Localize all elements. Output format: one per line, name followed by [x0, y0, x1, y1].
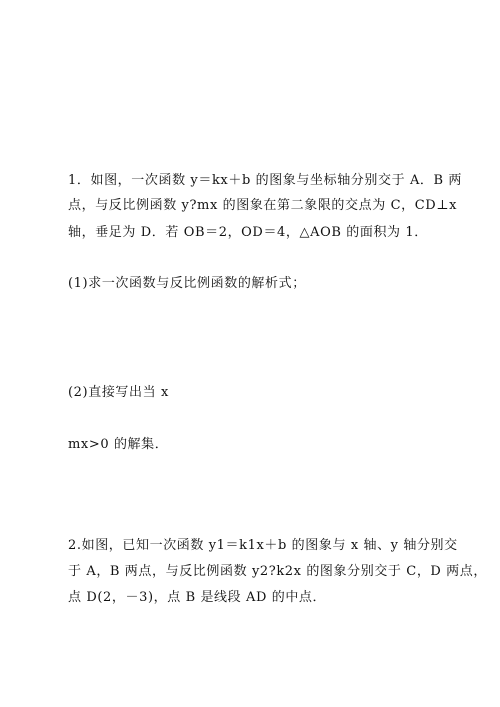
problem-1-line-1: 1．如图，一次函数 y＝kx＋b 的图象与坐标轴分别交于 A．B 两 [68, 173, 463, 188]
problem-2-line-2: 于 A，B 两点，与反比例函数 y2?k2x 的图象分别交于 C，D 两点， [68, 564, 487, 579]
problem-1-line-2: 点，与反比例函数 y?mx 的图象在第二象限的交点为 C，CD⊥x [68, 198, 458, 213]
problem-2-line-1: 2.如图，已知一次函数 y1＝k1x＋b 的图象与 x 轴、y 轴分别交 [68, 538, 458, 553]
problem-1-part-2-line-1: (2)直接写出当 x [68, 385, 169, 400]
problem-1-line-3: 轴，垂足为 D．若 OB＝2，OD＝4，△AOB 的面积为 1． [68, 225, 428, 240]
problem-2-line-3: 点 D(2，－3)，点 B 是线段 AD 的中点． [68, 590, 327, 605]
problem-1-part-1: (1)求一次函数与反比例函数的解析式； [68, 276, 306, 291]
problem-1-part-2-line-2: mx>0 的解集． [68, 437, 169, 452]
